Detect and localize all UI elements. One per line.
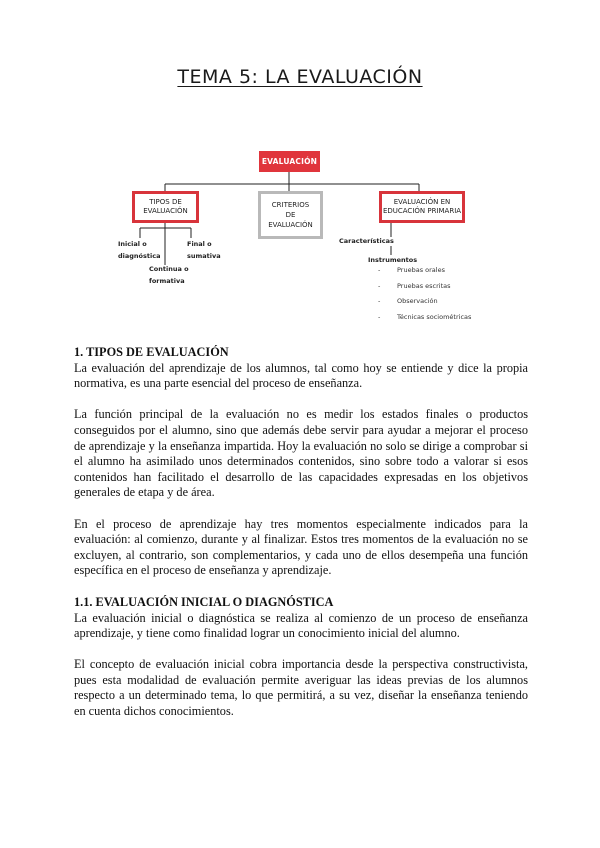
list-item: - Observación	[378, 297, 471, 313]
subsection-heading: 1.1. EVALUACIÓN INICIAL O DIAGNÓSTICA	[74, 594, 334, 609]
paragraph: La función principal de la evaluación no es medir los estados finales o productos conseguidos por el alumno, sino que además debe servir para ayudar a mejorar el proceso de aprendizaje y la enseñanza impartida. Hoy la evaluación no solo se dirige a comprobar si el alumno ha asimilado unos determinados contenidos, sino sobre todo a valorar si esos contenidos han facilitado el desarrollo de las capacidades expresadas en los objetivos generales de etapa y de área.	[74, 407, 528, 500]
leaf-continua-formativa: Continua o formativa	[149, 265, 189, 286]
node-primaria-label-1: EVALUACIÓN EN	[393, 197, 451, 206]
root-node-label: EVALUACIÓN	[261, 157, 318, 166]
node-criterios-evaluacion	[258, 191, 323, 239]
leaf-instrumentos: Instrumentos	[368, 256, 418, 264]
paragraph: La evaluación inicial o diagnóstica se realiza al comienzo de un proceso de enseñanza aprendizaje, y tiene como finalidad lograr un conocimiento inicial del alumno.	[74, 610, 528, 641]
leaf-inicial-diagnostica: Inicial o diagnóstica	[118, 240, 161, 261]
node-criterios-label-3: EVALUACIÓN	[268, 221, 313, 230]
list-item: - Pruebas orales	[378, 266, 471, 282]
node-evaluacion-primaria	[379, 191, 465, 223]
node-tipos-evaluacion	[132, 191, 199, 223]
section-heading: 1. TIPOS DE EVALUACIÓN	[74, 345, 229, 359]
node-primaria-label-2: EDUCACIÓN PRIMARIA	[382, 207, 462, 215]
leaf-caracteristicas: Características	[339, 237, 394, 245]
leaf-final-sumativa: Final o sumativa	[187, 240, 221, 261]
node-criterios-label-1: CRITERIOS	[271, 200, 310, 209]
list-item: - Técnicas sociométricas	[378, 313, 471, 329]
paragraph: En el proceso de aprendizaje hay tres momentos especialmente indicados para la evaluación: al comienzo, durante y al finalizar. Estos tres momentos de la evaluación no se excluyen, al contrario, son complementarios, y cada uno de ellos desempeña una función específica en el proceso de enseñanza y aprendizaje.	[74, 516, 528, 578]
node-tipos-label-2: EVALUACIÓN	[143, 207, 188, 215]
page-title: TEMA 5: LA EVALUACIÓN	[177, 66, 423, 88]
node-criterios-label-2: DE	[285, 210, 296, 219]
document-body	[74, 345, 528, 735]
instrument-list	[378, 266, 471, 328]
list-item: - Pruebas escritas	[378, 282, 471, 298]
node-tipos-label-1: TIPOS DE	[149, 197, 182, 206]
paragraph: La evaluación del aprendizaje de los alumnos, tal como hoy se entiende y dice la propia normativa, es una parte esencial del proceso de enseñanza.	[74, 360, 528, 391]
root-node-evaluacion	[259, 151, 320, 172]
concept-map	[0, 0, 600, 330]
paragraph: El concepto de evaluación inicial cobra importancia desde la perspectiva constructivista, pues esta modalidad de evaluación permite averiguar las ideas previas de los alumnos respecto a un determinado tema, lo que permitirá, a su vez, diseñar la enseñanza teniendo en cuenta dichos conocimientos.	[74, 657, 528, 719]
